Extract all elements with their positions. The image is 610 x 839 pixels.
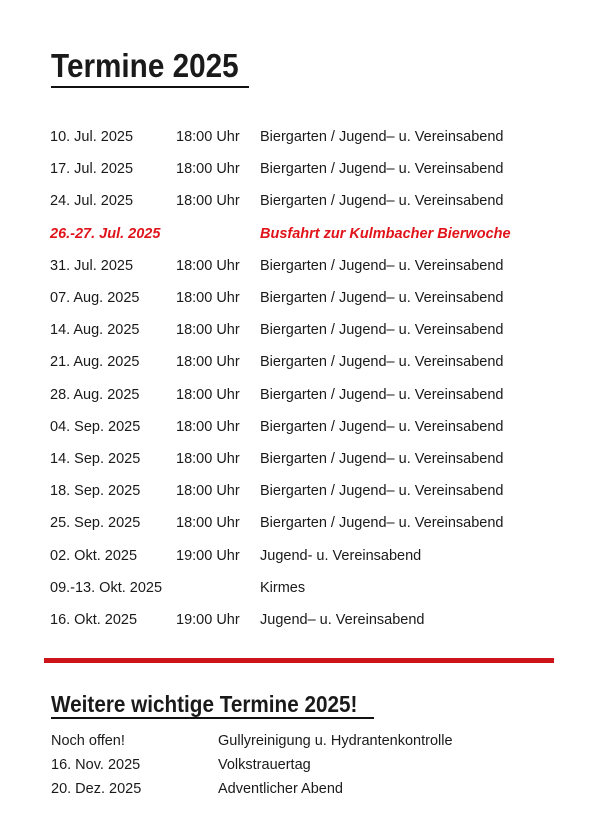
event-desc: Biergarten / Jugend– u. Vereinsabend [260, 193, 504, 210]
event-time: 18:00 Uhr [176, 129, 240, 146]
more-event-desc: Gullyreinigung u. Hydrantenkontrolle [218, 733, 453, 749]
more-events-list [51, 729, 551, 801]
event-time: 18:00 Uhr [176, 290, 240, 307]
event-time: 18:00 Uhr [176, 322, 240, 339]
event-desc: Biergarten / Jugend– u. Vereinsabend [260, 354, 504, 371]
event-date: 14. Aug. 2025 [50, 322, 140, 339]
event-date: 28. Aug. 2025 [50, 386, 140, 403]
event-row [50, 411, 570, 443]
event-date: 02. Okt. 2025 [50, 547, 138, 564]
event-date: 17. Jul. 2025 [50, 161, 134, 178]
event-row [50, 443, 570, 475]
event-desc: Biergarten / Jugend– u. Vereinsabend [260, 418, 504, 435]
event-time: 18:00 Uhr [176, 418, 240, 435]
event-row [50, 282, 570, 314]
event-date: 26.-27. Jul. 2025 [50, 225, 161, 242]
event-row [50, 539, 570, 571]
event-date: 07. Aug. 2025 [50, 290, 140, 307]
event-time: 18:00 Uhr [176, 515, 240, 532]
event-desc: Busfahrt zur Kulmbacher Bierwoche [260, 225, 511, 242]
event-desc: Biergarten / Jugend– u. Vereinsabend [260, 322, 504, 339]
event-desc: Biergarten / Jugend– u. Vereinsabend [260, 450, 504, 467]
event-row [50, 572, 570, 604]
event-date: 18. Sep. 2025 [50, 483, 141, 500]
event-time: 18:00 Uhr [176, 386, 240, 403]
title-underline [51, 86, 249, 88]
section-divider [44, 658, 554, 663]
event-date: 25. Sep. 2025 [50, 515, 141, 532]
more-event-row [51, 729, 551, 753]
event-date: 24. Jul. 2025 [50, 193, 134, 210]
event-desc: Biergarten / Jugend– u. Vereinsabend [260, 257, 504, 274]
event-row [50, 121, 570, 153]
more-event-row [51, 777, 551, 801]
event-row [50, 250, 570, 282]
more-event-date: Noch offen! [51, 733, 125, 749]
event-time: 18:00 Uhr [176, 354, 240, 371]
event-date: 16. Okt. 2025 [50, 611, 138, 628]
event-desc: Biergarten / Jugend– u. Vereinsabend [260, 161, 504, 178]
more-event-desc: Volkstrauertag [218, 757, 311, 773]
event-desc: Biergarten / Jugend– u. Vereinsabend [260, 129, 504, 146]
event-time: 19:00 Uhr [176, 547, 240, 564]
event-row [50, 218, 570, 250]
more-event-desc: Adventlicher Abend [218, 781, 343, 797]
event-row [50, 314, 570, 346]
more-event-row [51, 753, 551, 777]
event-desc: Biergarten / Jugend– u. Vereinsabend [260, 290, 504, 307]
events-list [50, 121, 570, 636]
event-time: 19:00 Uhr [176, 611, 240, 628]
page-title: Termine 2025 [51, 47, 239, 84]
event-desc: Biergarten / Jugend– u. Vereinsabend [260, 515, 504, 532]
event-row [50, 475, 570, 507]
event-desc: Biergarten / Jugend– u. Vereinsabend [260, 483, 504, 500]
event-row [50, 153, 570, 185]
event-desc: Kirmes [260, 579, 306, 596]
event-date: 21. Aug. 2025 [50, 354, 140, 371]
event-desc: Biergarten / Jugend– u. Vereinsabend [260, 386, 504, 403]
event-date: 04. Sep. 2025 [50, 418, 141, 435]
event-date: 09.-13. Okt. 2025 [50, 579, 163, 596]
event-date: 14. Sep. 2025 [50, 450, 141, 467]
event-desc: Jugend- u. Vereinsabend [260, 547, 422, 564]
section-title: Weitere wichtige Termine 2025! [51, 691, 358, 717]
event-desc: Jugend– u. Vereinsabend [260, 611, 425, 628]
event-date: 10. Jul. 2025 [50, 129, 134, 146]
event-row [50, 379, 570, 411]
event-time: 18:00 Uhr [176, 193, 240, 210]
more-event-date: 16. Nov. 2025 [51, 757, 141, 773]
event-time: 18:00 Uhr [176, 483, 240, 500]
event-row [50, 507, 570, 539]
more-event-date: 20. Dez. 2025 [51, 781, 142, 797]
event-row [50, 346, 570, 378]
section-title-underline [51, 717, 374, 719]
event-row [50, 185, 570, 217]
event-row [50, 604, 570, 636]
event-time: 18:00 Uhr [176, 257, 240, 274]
event-time: 18:00 Uhr [176, 161, 240, 178]
event-date: 31. Jul. 2025 [50, 257, 134, 274]
event-time: 18:00 Uhr [176, 450, 240, 467]
